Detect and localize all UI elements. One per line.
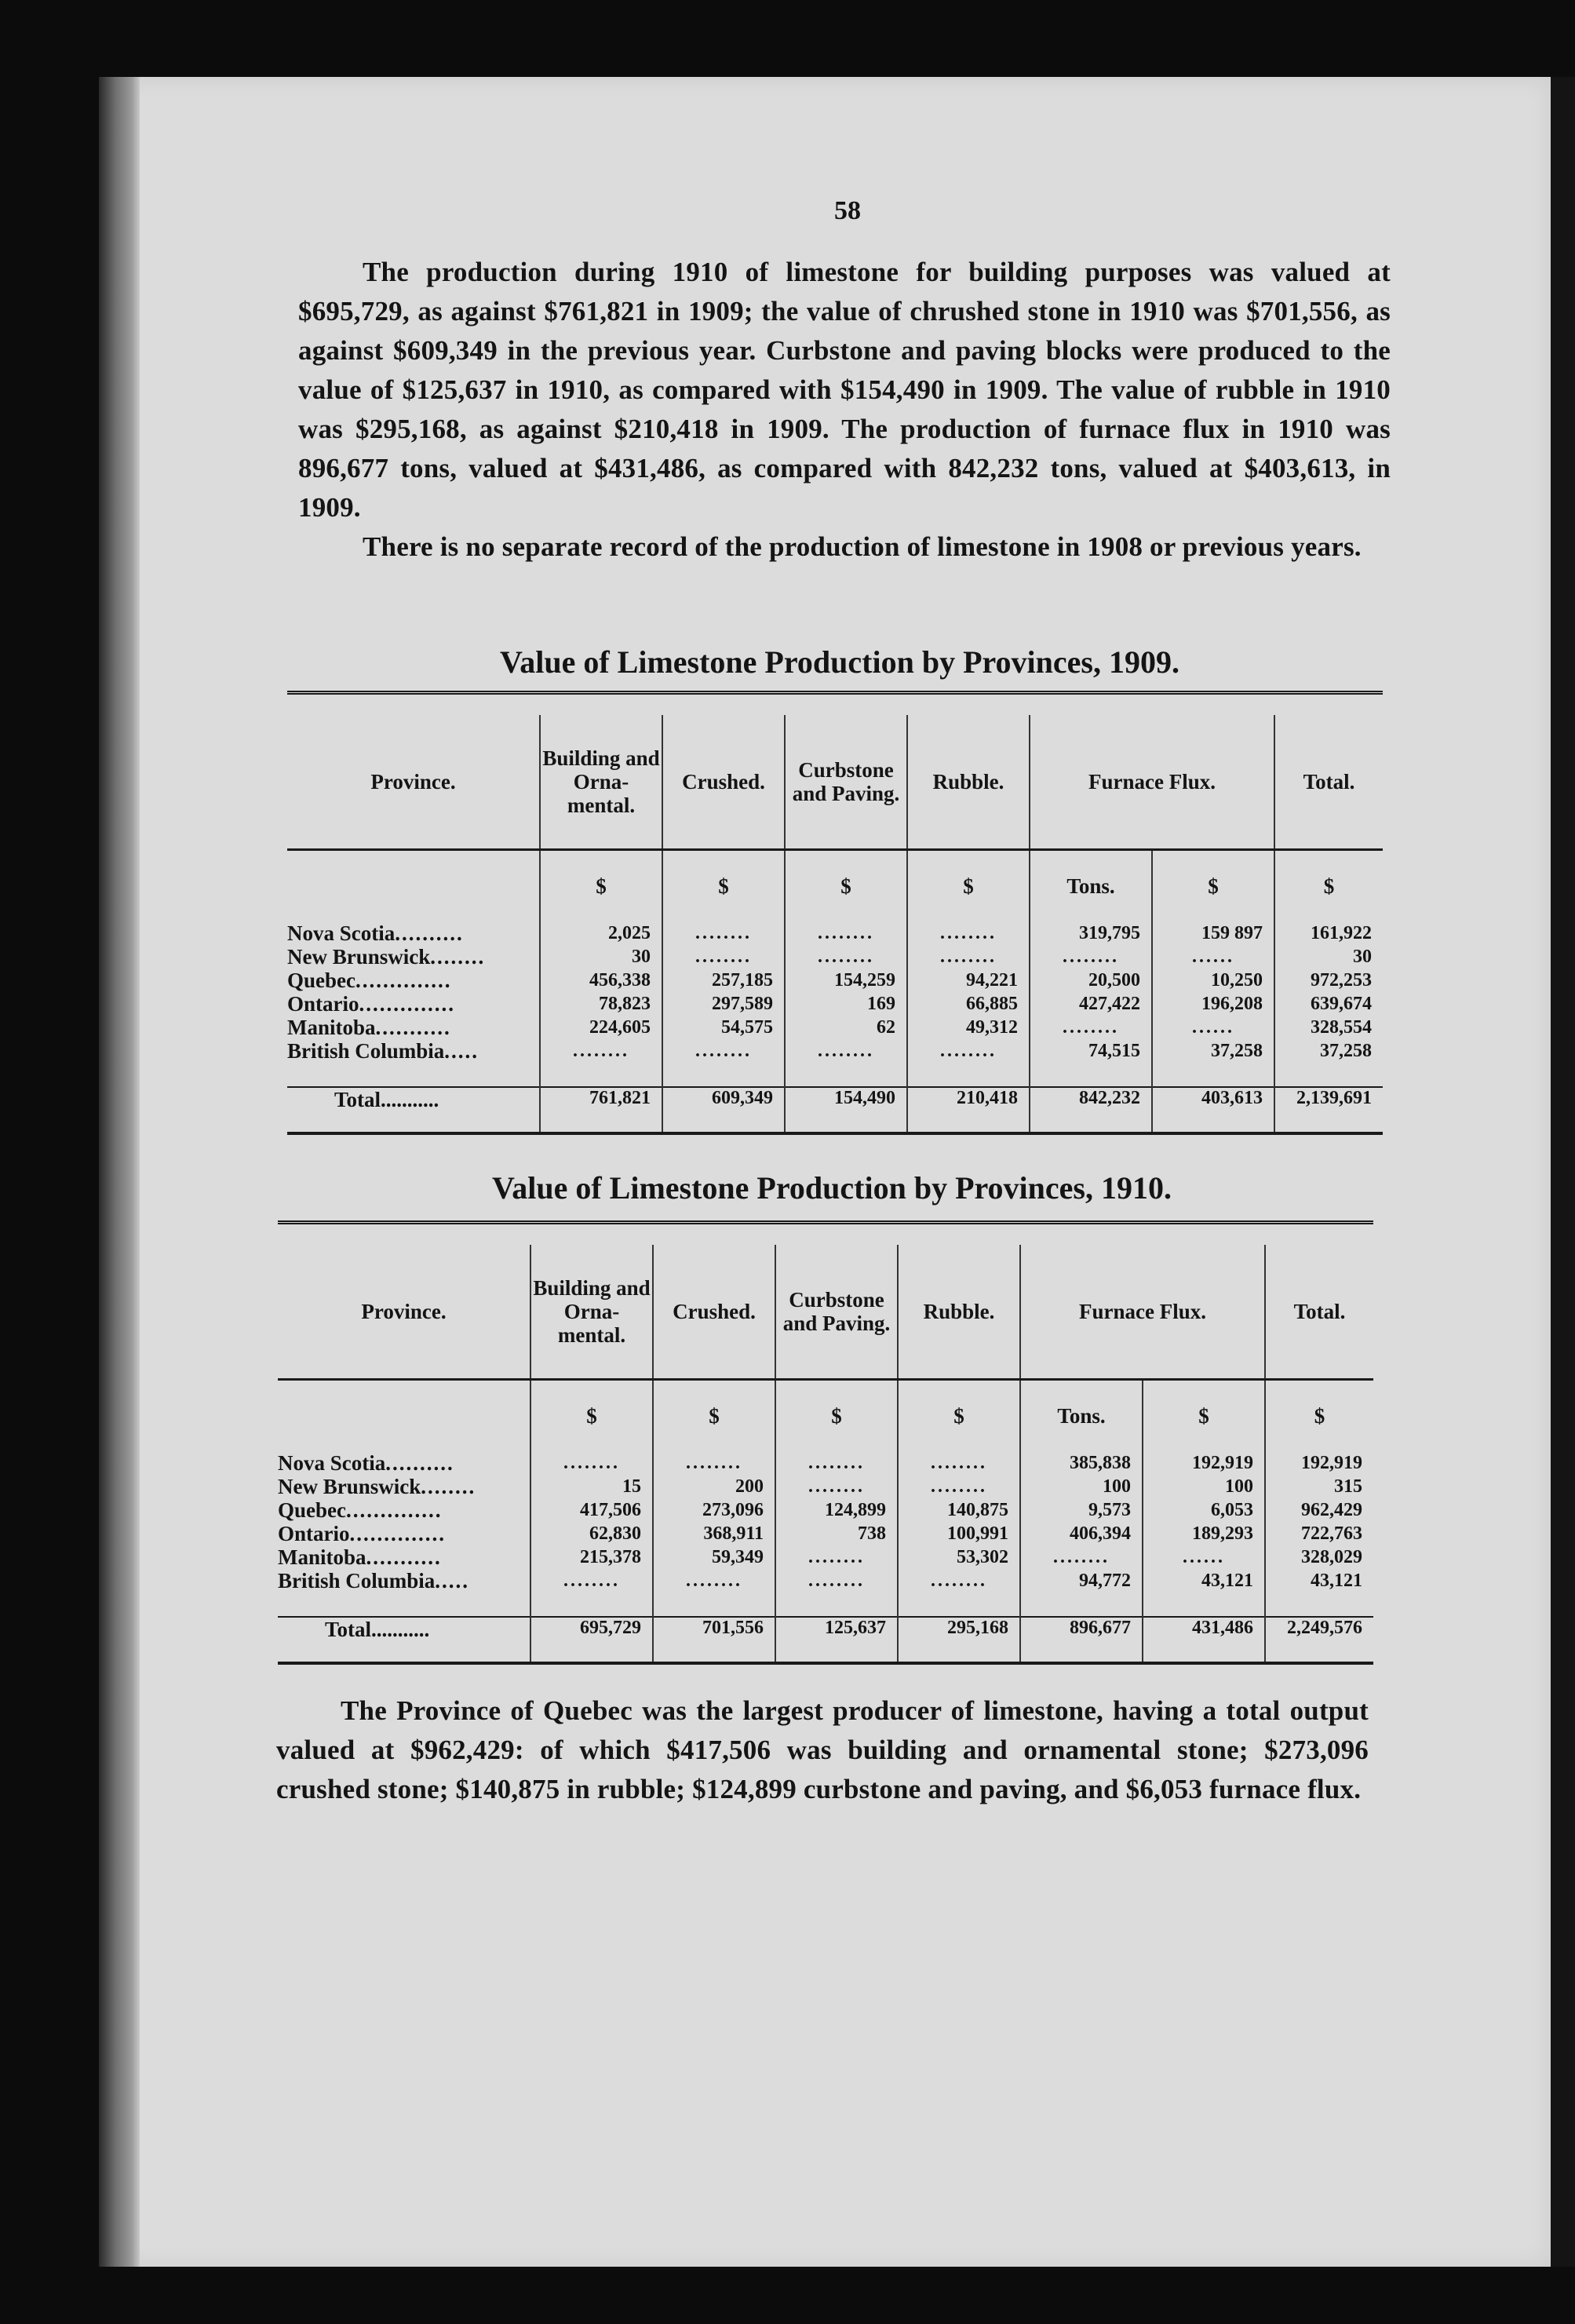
- province-new-brunswick: New Brunswick........: [278, 1475, 476, 1498]
- unit-flux-tons: Tons.: [1030, 850, 1152, 922]
- province-manitoba: Manitoba...........: [287, 1016, 451, 1039]
- crushed-column: [662, 921, 785, 1087]
- header-crushed: Crushed.: [662, 715, 785, 850]
- table-cell: ........: [1063, 947, 1119, 967]
- table-cell: 319,795: [1079, 923, 1140, 943]
- table-cell: ........: [563, 1571, 620, 1591]
- table-cell: 6,053: [1211, 1500, 1253, 1520]
- header-total: Total.: [1274, 715, 1383, 850]
- header-crushed: Crushed.: [653, 1245, 775, 1380]
- table-cell: 722,763: [1301, 1523, 1362, 1544]
- table-cell: 385,838: [1070, 1453, 1131, 1473]
- rubble-column: [898, 1451, 1020, 1617]
- table-header-row: [278, 1245, 1373, 1380]
- table-cell: ......: [1192, 1017, 1234, 1038]
- unit-rubble: $: [907, 850, 1030, 922]
- province-quebec: Quebec..............: [287, 969, 452, 992]
- unit-curbstone: $: [785, 850, 907, 922]
- table-cell: ........: [818, 1041, 874, 1061]
- header-province: Province.: [287, 715, 540, 850]
- paragraph-quebec: The Province of Quebec was the largest producer of limestone, having a total output valued at $962,429: of which $417,506 was building and ornamental stone; $273,096 crushed stone; $140,875 in rubble; $124,899 curbstone and paving, and $6,053 furnace flux.: [276, 1695, 1369, 1804]
- table-cell: ........: [695, 923, 752, 943]
- table-cell: 30: [1353, 947, 1372, 967]
- unit-building: $: [540, 850, 662, 922]
- table-cell: 328,029: [1301, 1547, 1362, 1567]
- table-cell: ........: [1063, 1017, 1119, 1038]
- table-cell: 9,573: [1088, 1500, 1131, 1520]
- table-cell: 37,258: [1320, 1041, 1372, 1061]
- table-cell: 328,554: [1311, 1017, 1372, 1038]
- total-flux-value: 403,613: [1152, 1087, 1274, 1133]
- limestone-table-1910: [278, 1220, 1373, 1665]
- page-edge: [1551, 77, 1575, 2267]
- totals-row: [278, 1617, 1373, 1663]
- total-rubble: 210,418: [907, 1087, 1030, 1133]
- table-cell: ........: [1053, 1547, 1110, 1567]
- table-cell: 273,096: [702, 1500, 764, 1520]
- table-cell: 37,258: [1211, 1041, 1263, 1061]
- table-cell: 200: [735, 1476, 764, 1497]
- rubble-column: [907, 921, 1030, 1087]
- curbstone-column: [785, 921, 907, 1087]
- table-cell: ........: [695, 1041, 752, 1061]
- table-cell: 192,919: [1301, 1453, 1362, 1473]
- province-quebec: Quebec..............: [278, 1498, 443, 1522]
- total-curbstone: 154,490: [785, 1087, 907, 1133]
- province-british-columbia: British Columbia.....: [287, 1039, 479, 1063]
- table-cell: ........: [808, 1547, 865, 1567]
- table-cell: 972,253: [1311, 970, 1372, 991]
- table-cell: 78,823: [599, 994, 651, 1014]
- table-cell: 54,575: [721, 1017, 773, 1038]
- total-grand: 2,139,691: [1274, 1087, 1383, 1133]
- province-ontario: Ontario..............: [287, 992, 455, 1016]
- total-building: 695,729: [530, 1617, 653, 1663]
- table-title-1909: Value of Limestone Production by Provinces, 1909.: [500, 644, 1179, 680]
- building-column: [540, 921, 662, 1087]
- header-building: Building and Orna-mental.: [540, 715, 662, 850]
- page-number: 58: [834, 196, 861, 225]
- table-cell: ........: [940, 1041, 997, 1061]
- unit-rubble: $: [898, 1380, 1020, 1452]
- table-cell: 154,259: [834, 970, 895, 991]
- table-cell: ........: [686, 1453, 742, 1473]
- table-header-row: [287, 715, 1383, 850]
- quebec-summary-text: [276, 1691, 1369, 1809]
- province-column: [287, 921, 540, 1087]
- total-building: 761,821: [540, 1087, 662, 1133]
- intro-text: [298, 253, 1391, 567]
- header-furnace-flux: Furnace Flux.: [1030, 715, 1274, 850]
- table-cell: ........: [818, 947, 874, 967]
- table-cell: 417,506: [580, 1500, 641, 1520]
- total-flux-tons: 842,232: [1030, 1087, 1152, 1133]
- unit-flux-tons: Tons.: [1020, 1380, 1143, 1452]
- table-cell: 30: [632, 947, 651, 967]
- table-cell: ......: [1183, 1547, 1225, 1567]
- table-cell: 124,899: [825, 1500, 886, 1520]
- table-cell: 62: [877, 1017, 895, 1038]
- table-cell: ........: [808, 1476, 865, 1497]
- province-new-brunswick: New Brunswick........: [287, 945, 486, 969]
- unit-crushed: $: [653, 1380, 775, 1452]
- flux-value-column: [1143, 1451, 1265, 1617]
- curbstone-column: [775, 1451, 898, 1617]
- total-column: [1274, 921, 1383, 1087]
- province-nova-scotia: Nova Scotia..........: [278, 1451, 454, 1475]
- total-rubble: 295,168: [898, 1617, 1020, 1663]
- province-ontario: Ontario..............: [278, 1522, 446, 1545]
- header-furnace-flux: Furnace Flux.: [1020, 1245, 1265, 1380]
- table-cell: 215,378: [580, 1547, 641, 1567]
- province-nova-scotia: Nova Scotia..........: [287, 921, 464, 945]
- table-cell: 161,922: [1311, 923, 1372, 943]
- table-cell: 59,349: [712, 1547, 764, 1567]
- unit-curbstone: $: [775, 1380, 898, 1452]
- unit-total: $: [1274, 850, 1383, 922]
- table-cell: 140,875: [947, 1500, 1008, 1520]
- province-manitoba: Manitoba...........: [278, 1545, 442, 1569]
- unit-flux-value: $: [1152, 850, 1274, 922]
- table-cell: 2,025: [608, 923, 651, 943]
- table-cell: 224,605: [589, 1017, 651, 1038]
- table-cell: 368,911: [703, 1523, 764, 1544]
- flux-value-column: [1152, 921, 1274, 1087]
- total-flux-tons: 896,677: [1020, 1617, 1143, 1663]
- totals-label: Total...........: [287, 1087, 540, 1133]
- table-cell: ........: [808, 1453, 865, 1473]
- header-curbstone: Curbstone and Paving.: [785, 715, 907, 850]
- total-crushed: 701,556: [653, 1617, 775, 1663]
- table-cell: ........: [818, 923, 874, 943]
- table-cell: ........: [940, 947, 997, 967]
- table-cell: ......: [1192, 947, 1234, 967]
- header-building: Building and Orna-mental.: [530, 1245, 653, 1380]
- table-cell: ........: [808, 1571, 865, 1591]
- table-cell: 456,338: [589, 970, 651, 991]
- table-cell: ........: [573, 1041, 629, 1061]
- table-cell: 100: [1103, 1476, 1131, 1497]
- table-cell: 74,515: [1088, 1041, 1140, 1061]
- table-cell: 94,772: [1079, 1571, 1131, 1591]
- table-cell: 169: [867, 994, 895, 1014]
- table-cell: 94,221: [966, 970, 1018, 991]
- unit-row: [278, 1380, 1373, 1452]
- table-title-1910: Value of Limestone Production by Provinces, 1910.: [492, 1170, 1172, 1206]
- header-total: Total.: [1265, 1245, 1373, 1380]
- unit-flux-value: $: [1143, 1380, 1265, 1452]
- building-column: [530, 1451, 653, 1617]
- table-cell: 62,830: [589, 1523, 641, 1544]
- table-cell: ........: [940, 923, 997, 943]
- province-british-columbia: British Columbia.....: [278, 1569, 470, 1593]
- unit-row: [287, 850, 1383, 922]
- table-cell: 257,185: [712, 970, 773, 991]
- flux-tons-column: [1030, 921, 1152, 1087]
- total-flux-value: 431,486: [1143, 1617, 1265, 1663]
- total-column: [1265, 1451, 1373, 1617]
- paragraph-production-1910: The production during 1910 of limestone for building purposes was valued at $695,729, as against $761,821 in 1909; the value of chrushed stone in 1910 was $701,556, as against $609,349 in the previous year. Curbstone and paving blocks were produced to the value of $125,637 in 1910, as compared with $154,490 in 1909. The value of rubble in 1910 was $295,168, as against $210,418 in 1909. The production of furnace flux in 1910 was 896,677 tons, valued at $431,486, as compared with 842,232 tons, valued at $403,613, in 1909.: [298, 257, 1391, 523]
- table-cell: 20,500: [1088, 970, 1140, 991]
- table-cell: 43,121: [1311, 1571, 1362, 1591]
- table-cell: 66,885: [966, 994, 1018, 1014]
- paragraph-no-record: There is no separate record of the production of limestone in 1908 or previous years.: [363, 531, 1362, 562]
- table-cell: 297,589: [712, 994, 773, 1014]
- total-grand: 2,249,576: [1265, 1617, 1373, 1663]
- table-cell: ........: [686, 1571, 742, 1591]
- crushed-column: [653, 1451, 775, 1617]
- total-crushed: 609,349: [662, 1087, 785, 1133]
- unit-building: $: [530, 1380, 653, 1452]
- table-cell: 427,422: [1079, 994, 1140, 1014]
- table-cell: 100,991: [947, 1523, 1008, 1544]
- header-province: Province.: [278, 1245, 530, 1380]
- table-cell: 43,121: [1201, 1571, 1253, 1591]
- table-cell: 159 897: [1201, 923, 1263, 943]
- province-column: [278, 1451, 530, 1617]
- table-cell: 738: [858, 1523, 886, 1544]
- table-body-row: [287, 921, 1383, 1087]
- table-cell: ........: [931, 1453, 987, 1473]
- table-cell: 100: [1225, 1476, 1253, 1497]
- table-cell: 962,429: [1301, 1500, 1362, 1520]
- table-cell: 53,302: [957, 1547, 1008, 1567]
- table-cell: 10,250: [1211, 970, 1263, 991]
- book-spine-shadow: [99, 77, 140, 2267]
- table-cell: ........: [931, 1571, 987, 1591]
- table-cell: 406,394: [1070, 1523, 1131, 1544]
- header-curbstone: Curbstone and Paving.: [775, 1245, 898, 1380]
- table-cell: 192,919: [1192, 1453, 1253, 1473]
- table-cell: 196,208: [1201, 994, 1263, 1014]
- header-rubble: Rubble.: [898, 1245, 1020, 1380]
- total-curbstone: 125,637: [775, 1617, 898, 1663]
- unit-crushed: $: [662, 850, 785, 922]
- table-cell: 315: [1334, 1476, 1362, 1497]
- table-cell: 49,312: [966, 1017, 1018, 1038]
- totals-row: [287, 1087, 1383, 1133]
- table-body-row: [278, 1451, 1373, 1617]
- totals-label: Total...........: [278, 1617, 530, 1663]
- table-cell: ........: [563, 1453, 620, 1473]
- table-cell: 189,293: [1192, 1523, 1253, 1544]
- table-cell: ........: [695, 947, 752, 967]
- flux-tons-column: [1020, 1451, 1143, 1617]
- header-rubble: Rubble.: [907, 715, 1030, 850]
- limestone-table-1909: [287, 691, 1383, 1135]
- table-cell: 15: [622, 1476, 641, 1497]
- unit-total: $: [1265, 1380, 1373, 1452]
- table-cell: ........: [931, 1476, 987, 1497]
- table-cell: 639,674: [1311, 994, 1372, 1014]
